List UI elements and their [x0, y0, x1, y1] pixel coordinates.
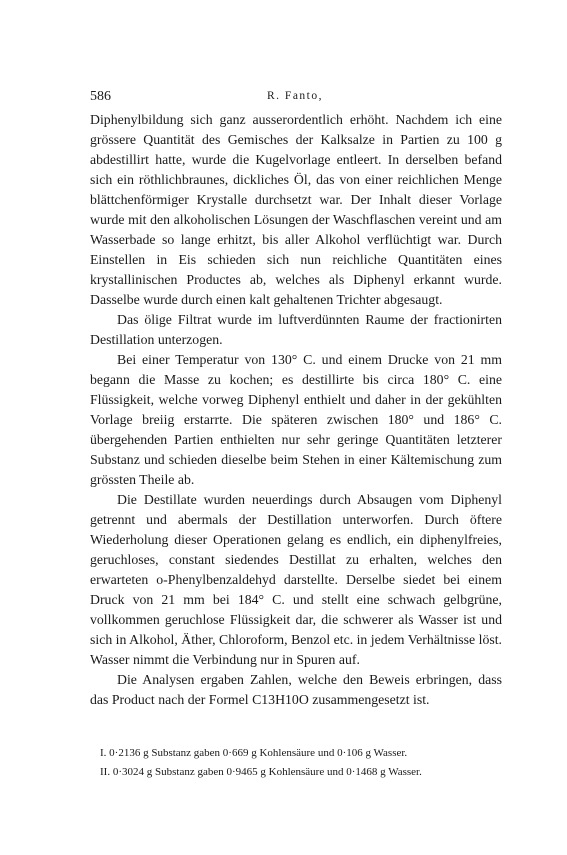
body-text — [90, 110, 502, 710]
analysis-results — [90, 744, 502, 782]
page-number: 586 — [90, 89, 111, 104]
running-head: R. Fanto, — [267, 90, 323, 102]
paragraph: Bei einer Temperatur von 130° C. und einem Drucke von 21 mm begann die Masse zu kochen; es destillirte bis circa 180° C. eine Flüssigkeit, welche vorweg Diphenyl enthielt und daher in der gekühlten Vorlage breiig erstarrte. Die späteren zwischen 180° und 186° C. übergehenden Partien enthielten nur sehr geringe Quantitäten letzterer Substanz und schieden dieselbe beim Stehen in einer Kältemischung zum grössten Theile ab. — [90, 352, 502, 487]
paragraph: Diphenylbildung sich ganz ausserordentlich erhöht. Nachdem ich eine grössere Quantität des Gemisches der Kalksalze in Partien zu 100 g abdestillirt hatte, wurde die Kugelvorlage entleert. In derselben befand sich ein röthlichbraunes, dickliches Öl, das von einer reichlichen Menge blättchenförmiger Krystalle durchsetzt war. Der Inhalt dieser Vorlage wurde mit den alkoholischen Lösungen der Waschflaschen vereint und am Wasserbade so lange erhitzt, bis aller Alkohol verflüchtigt war. Durch Einstellen in Eis schieden sich nun reichliche Quantitäten eines krystallinischen Productes ab, welches als Diphenyl erkannt wurde. Dasselbe wurde durch einen kalt gehaltenen Trichter abgesaugt. — [90, 112, 502, 307]
analysis-line: II. 0·3024 g Substanz gaben 0·9465 g Kohlensäure und 0·1468 g Wasser. — [100, 766, 422, 778]
paragraph: Die Analysen ergaben Zahlen, welche den Beweis erbringen, dass das Product nach der Formel C13H10O zusammengesetzt ist. — [90, 672, 502, 707]
paragraph: Die Destillate wurden neuerdings durch Absaugen vom Diphenyl getrennt und abermals der Destillation unterworfen. Durch öftere Wiederholung dieser Operationen gelang es endlich, ein diphenylfreies, geruchloses, constant siedendes Destillat zu erhalten, welches den erwarteten o-Phenylbenzaldehyd darstellte. Derselbe siedet bei einem Druck von 21 mm bei 184° C. und stellt eine schwach gelbgrüne, vollkommen geruchlose Flüssigkeit dar, die schwerer als Wasser ist und sich in Alkohol, Äther, Chloroform, Benzol etc. in jedem Verhältnisse löst. Wasser nimmt die Verbindung nur in Spuren auf. — [90, 492, 502, 667]
paragraph: Das ölige Filtrat wurde im luftverdünnten Raume der fractionirten Destillation unterzogen. — [90, 312, 502, 347]
analysis-line: I. 0·2136 g Substanz gaben 0·669 g Kohlensäure und 0·106 g Wasser. — [100, 747, 408, 759]
analysis-list — [90, 744, 502, 782]
page-header — [90, 89, 500, 105]
